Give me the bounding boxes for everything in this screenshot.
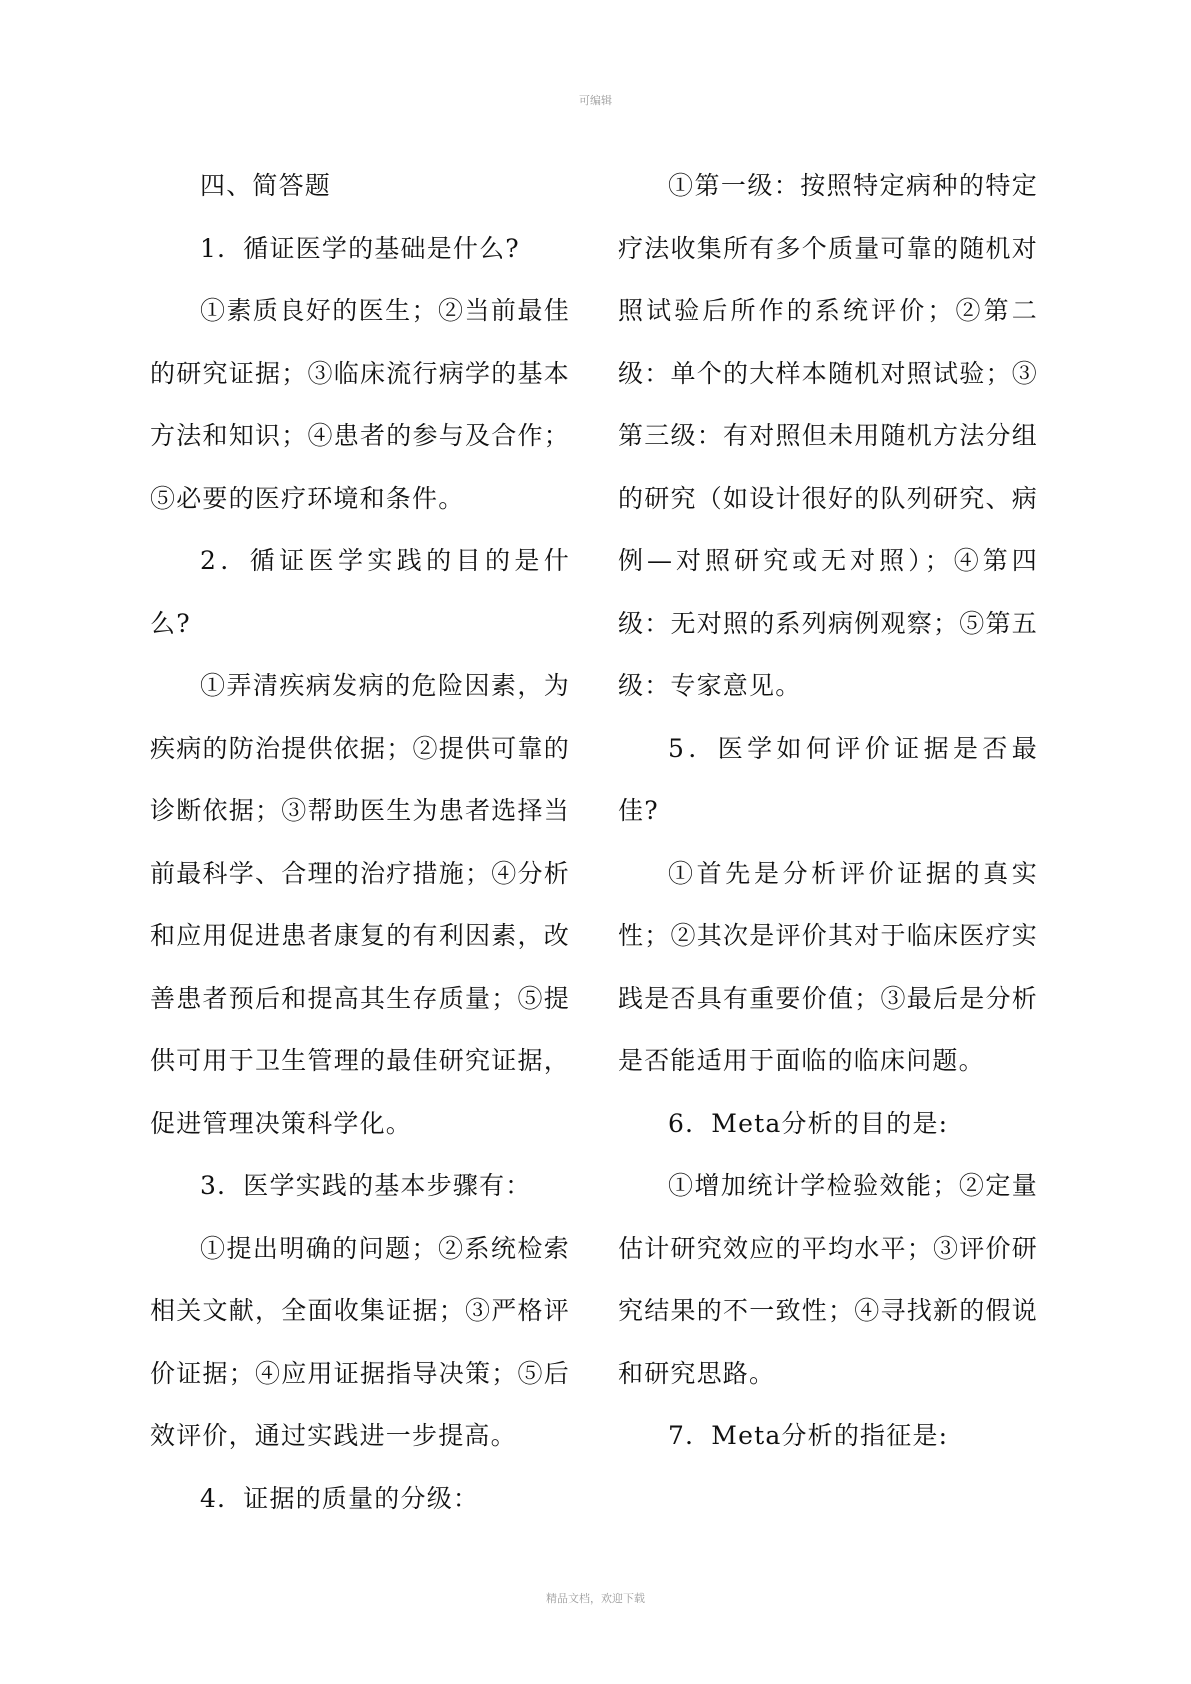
answer-4: ①第一级：按照特定病种的特定疗法收集所有多个质量可靠的随机对照试验后所作的系统评价；②第二级：单个的大样本随机对照试验；③第三级：有对照但未用随机方法分组的研究（如设计很好的队列研究、病例—对照研究或无对照）；④第四级：无对照的系列病例观察；⑤第五级：专家意见。 <box>618 171 1038 700</box>
page-header: 可编辑 <box>579 94 612 107</box>
page-footer: 精品文档，欢迎下载 <box>546 1592 645 1605</box>
section-heading: 四、简答题 <box>200 171 332 200</box>
question-3: 3．医学实践的基本步骤有： <box>200 1171 532 1200</box>
question-2: 2．循证医学实践的目的是什么? <box>150 546 570 638</box>
left-column <box>150 155 570 1530</box>
right-column <box>618 155 1038 1468</box>
answer-5: ①首先是分析评价证据的真实性；②其次是评价其对于临床医疗实践是否具有重要价值；③最后是分析是否能适用于面临的临床问题。 <box>618 858 1038 1075</box>
question-1: 1．循证医学的基础是什么? <box>200 233 520 263</box>
answer-6: ①增加统计学检验效能；②定量估计研究效应的平均水平；③评价研究结果的不一致性；④寻找新的假说和研究思路。 <box>618 1171 1038 1388</box>
question-6: 6．Meta分析的目的是: <box>668 1108 949 1138</box>
answer-2: ①弄清疾病发病的危险因素，为疾病的防治提供依据；②提供可靠的诊断依据；③帮助医生为患者选择当前最科学、合理的治疗措施；④分析和应用促进患者康复的有利因素，改善患者预后和提高其生存质量；⑤提供可用于卫生管理的最佳研究证据，促进管理决策科学化。 <box>150 671 570 1138</box>
question-7: 7．Meta分析的指征是: <box>668 1421 949 1450</box>
answer-1: ①素质良好的医生；②当前最佳的研究证据；③临床流行病学的基本方法和知识；④患者的参与及合作；⑤必要的医疗环境和条件。 <box>150 296 570 513</box>
answer-3: ①提出明确的问题；②系统检索相关文献，全面收集证据；③严格评价证据；④应用证据指导决策；⑤后效评价，通过实践进一步提高。 <box>150 1233 570 1450</box>
question-4: 4．证据的质量的分级： <box>200 1483 480 1513</box>
question-5: 5．医学如何评价证据是否最佳? <box>618 733 1038 825</box>
